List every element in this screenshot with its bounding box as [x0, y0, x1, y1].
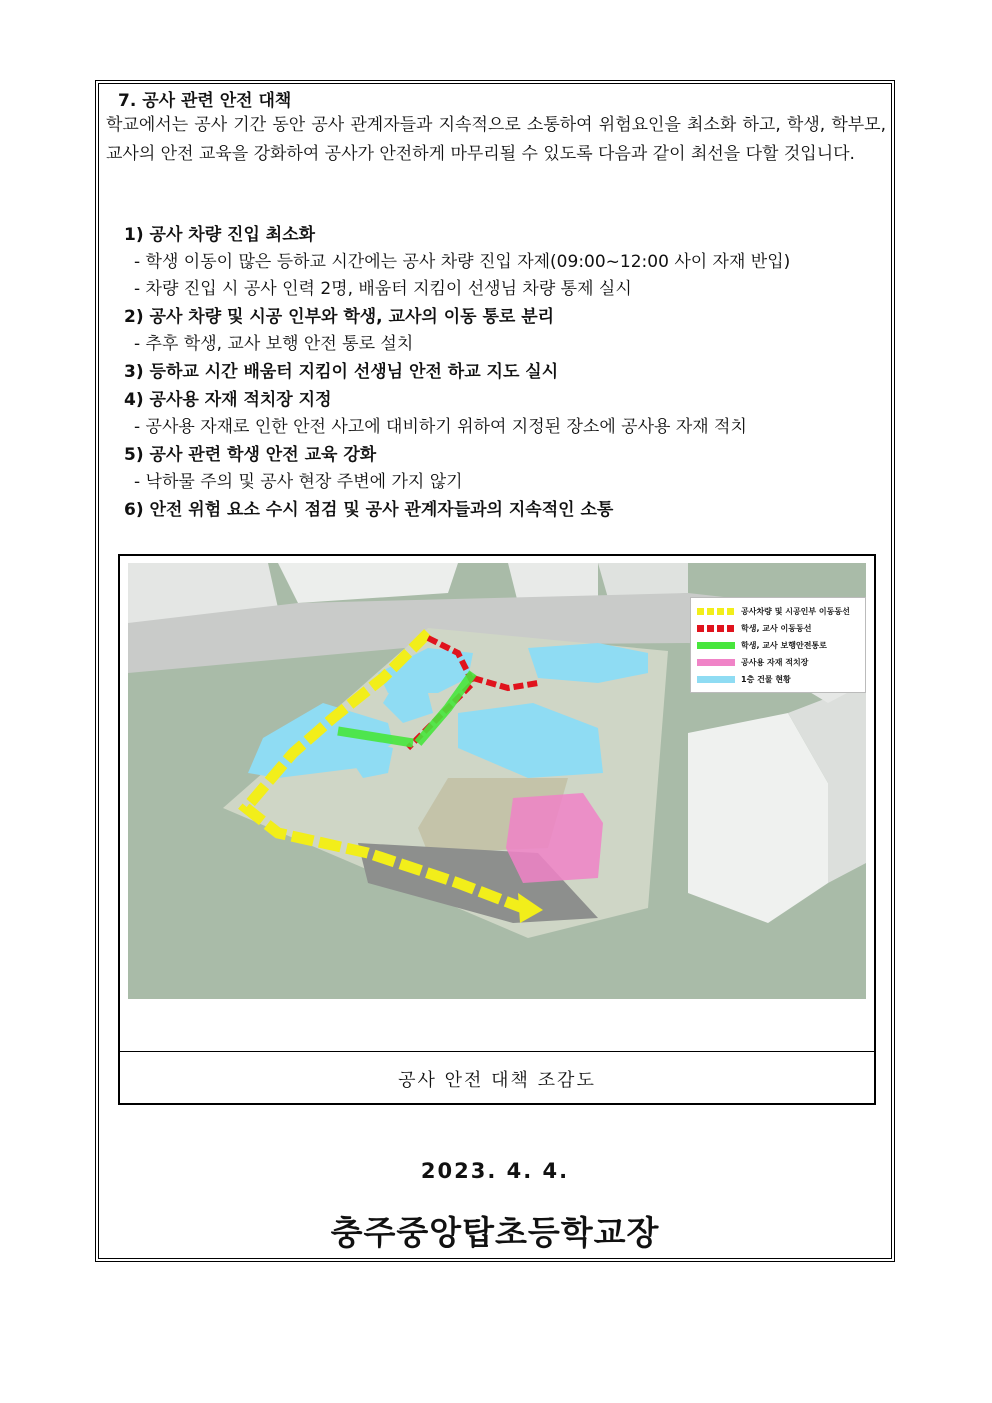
legend-label: 학생, 교사 보행안전통로: [741, 641, 827, 650]
legend-swatch: [697, 625, 735, 632]
measure-heading: 2) 공사 차량 및 시공 인부와 학생, 교사의 이동 통로 분리: [124, 307, 555, 327]
legend-swatch: [697, 659, 735, 666]
measure-list: [124, 221, 884, 524]
caption-divider: [120, 1051, 874, 1052]
legend-label: 공사용 자재 적치장: [741, 658, 809, 667]
legend-swatch: [697, 676, 735, 683]
measure-heading: 6) 안전 위험 요소 수시 점검 및 공사 관계자들과의 지속적인 소통: [124, 500, 614, 520]
document-frame: [95, 80, 895, 1262]
site-plan-figure: [118, 554, 876, 1105]
measure-detail: - 차량 진입 시 공사 인력 2명, 배움터 지킴이 선생님 차량 통제 실시: [134, 279, 632, 299]
measure-heading: 4) 공사용 자재 적치장 지정: [124, 390, 332, 410]
legend-item: [697, 603, 859, 620]
map-legend: [690, 597, 866, 693]
measure-detail: - 추후 학생, 교사 보행 안전 통로 설치: [134, 334, 414, 354]
measure-detail: - 낙하물 주의 및 공사 현장 주변에 가지 않기: [134, 472, 463, 492]
measure-detail: - 공사용 자재로 인한 안전 사고에 대비하기 위하여 지정된 장소에 공사용 자재 적치: [134, 417, 747, 437]
legend-item: [697, 671, 859, 688]
section-title: 7. 공사 관련 안전 대책: [118, 91, 292, 111]
legend-item: [697, 637, 859, 654]
legend-item: [697, 620, 859, 637]
measure-detail: - 학생 이동이 많은 등하교 시간에는 공사 차량 진입 자제(09:00~12:00 사이 자재 반입): [134, 252, 791, 272]
legend-swatch: [697, 642, 735, 649]
legend-label: 공사차량 및 시공인부 이동동선: [741, 607, 850, 616]
aerial-site-map: [128, 563, 866, 999]
legend-label: 학생, 교사 이동동선: [741, 624, 812, 633]
legend-swatch: [697, 608, 735, 615]
intro-paragraph: 학교에서는 공사 기간 동안 공사 관계자들과 지속적으로 소통하여 위험요인을 최소화 하고, 학생, 학부모, 교사의 안전 교육을 강화하여 공사가 안전하게 마무리될 수 있도록 다음과 같이 최선을 다할 것입니다.: [106, 115, 886, 164]
legend-item: [697, 654, 859, 671]
measure-heading: 5) 공사 관련 학생 안전 교육 강화: [124, 445, 377, 465]
legend-label: 1층 건물 현황: [741, 675, 791, 684]
measure-heading: 3) 등하교 시간 배움터 지킴이 선생님 안전 하교 지도 실시: [124, 362, 559, 382]
document-date: 2023. 4. 4.: [420, 1159, 570, 1183]
measure-heading: 1) 공사 차량 진입 최소화: [124, 225, 316, 245]
figure-caption: 공사 안전 대책 조감도: [398, 1070, 596, 1091]
signer-name: 충주중앙탑초등학교장: [330, 1213, 660, 1252]
